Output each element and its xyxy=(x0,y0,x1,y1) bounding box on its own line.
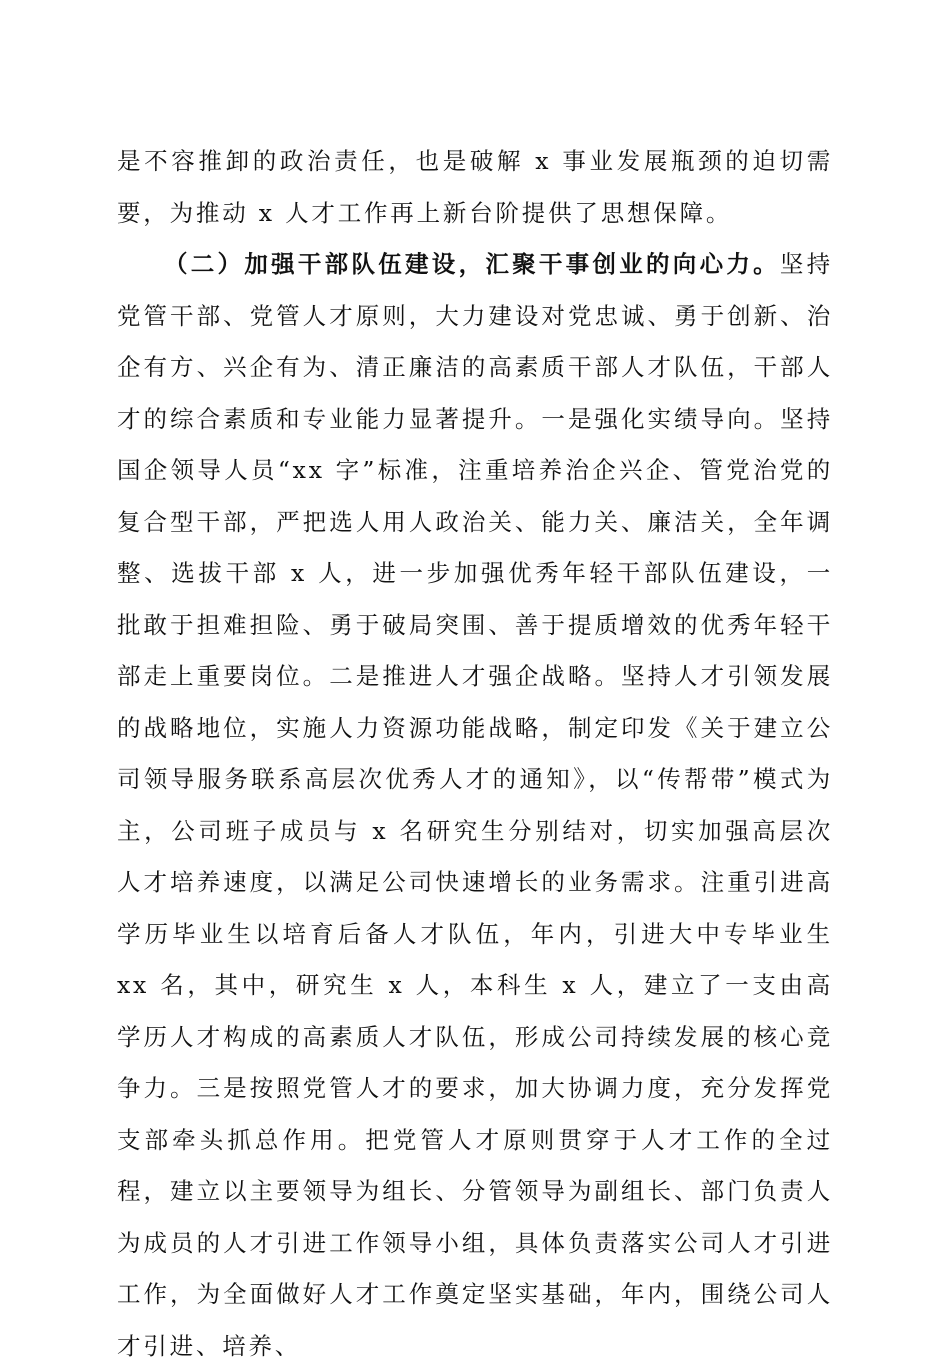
section-heading: （二）加强干部队伍建设，汇聚干事创业的向心力。 xyxy=(164,250,780,278)
paragraph-continuation: 是不容推卸的政治责任，也是破解 x 事业发展瓶颈的迫切需要，为推动 x 人才工作再上新台阶提供了思想保障。 xyxy=(117,147,833,227)
paragraph-section-two xyxy=(117,239,833,1372)
body-text xyxy=(117,136,833,1372)
section-body: 坚持党管干部、党管人才原则，大力建设对党忠诚、勇于创新、治企有方、兴企有为、清正廉洁的高素质干部人才队伍，干部人才的综合素质和专业能力显著提升。一是强化实绩导向。坚持国企领导人员“xx 字”标准，注重培养治企兴企、管党治党的复合型干部，严把选人用人政治关、能力关、廉洁关，全年调整、选拔干部 x 人，进一步加强优秀年轻干部队伍建设，一批敢于担难担险、勇于破局突围、善于提质增效的优秀年轻干部走上重要岗位。二是推进人才强企战略。坚持人才引领发展的战略地位，实施人力资源功能战略，制定印发《关于建立公司领导服务联系高层次优秀人才的通知》，以“传帮带”模式为主，公司班子成员与 x 名研究生分别结对，切实加强高层次人才培养速度，以满足公司快速增长的业务需求。注重引进高学历毕业生以培育后备人才队伍，年内，引进大中专毕业生 xx 名，其中，研究生 x 人，本科生 x 人，建立了一支由高学历人才构成的高素质人才队伍，形成公司持续发展的核心竞争力。三是按照党管人才的要求，加大协调力度，充分发挥党支部牵头抓总作用。把党管人才原则贯穿于人才工作的全过程，建立以主要领导为组长、分管领导为副组长、部门负责人为成员的人才引进工作领导小组，具体负责落实公司人才引进工作，为全面做好人才工作奠定坚实基础，年内，围绕公司人才引进、培养、 xyxy=(117,250,833,1360)
